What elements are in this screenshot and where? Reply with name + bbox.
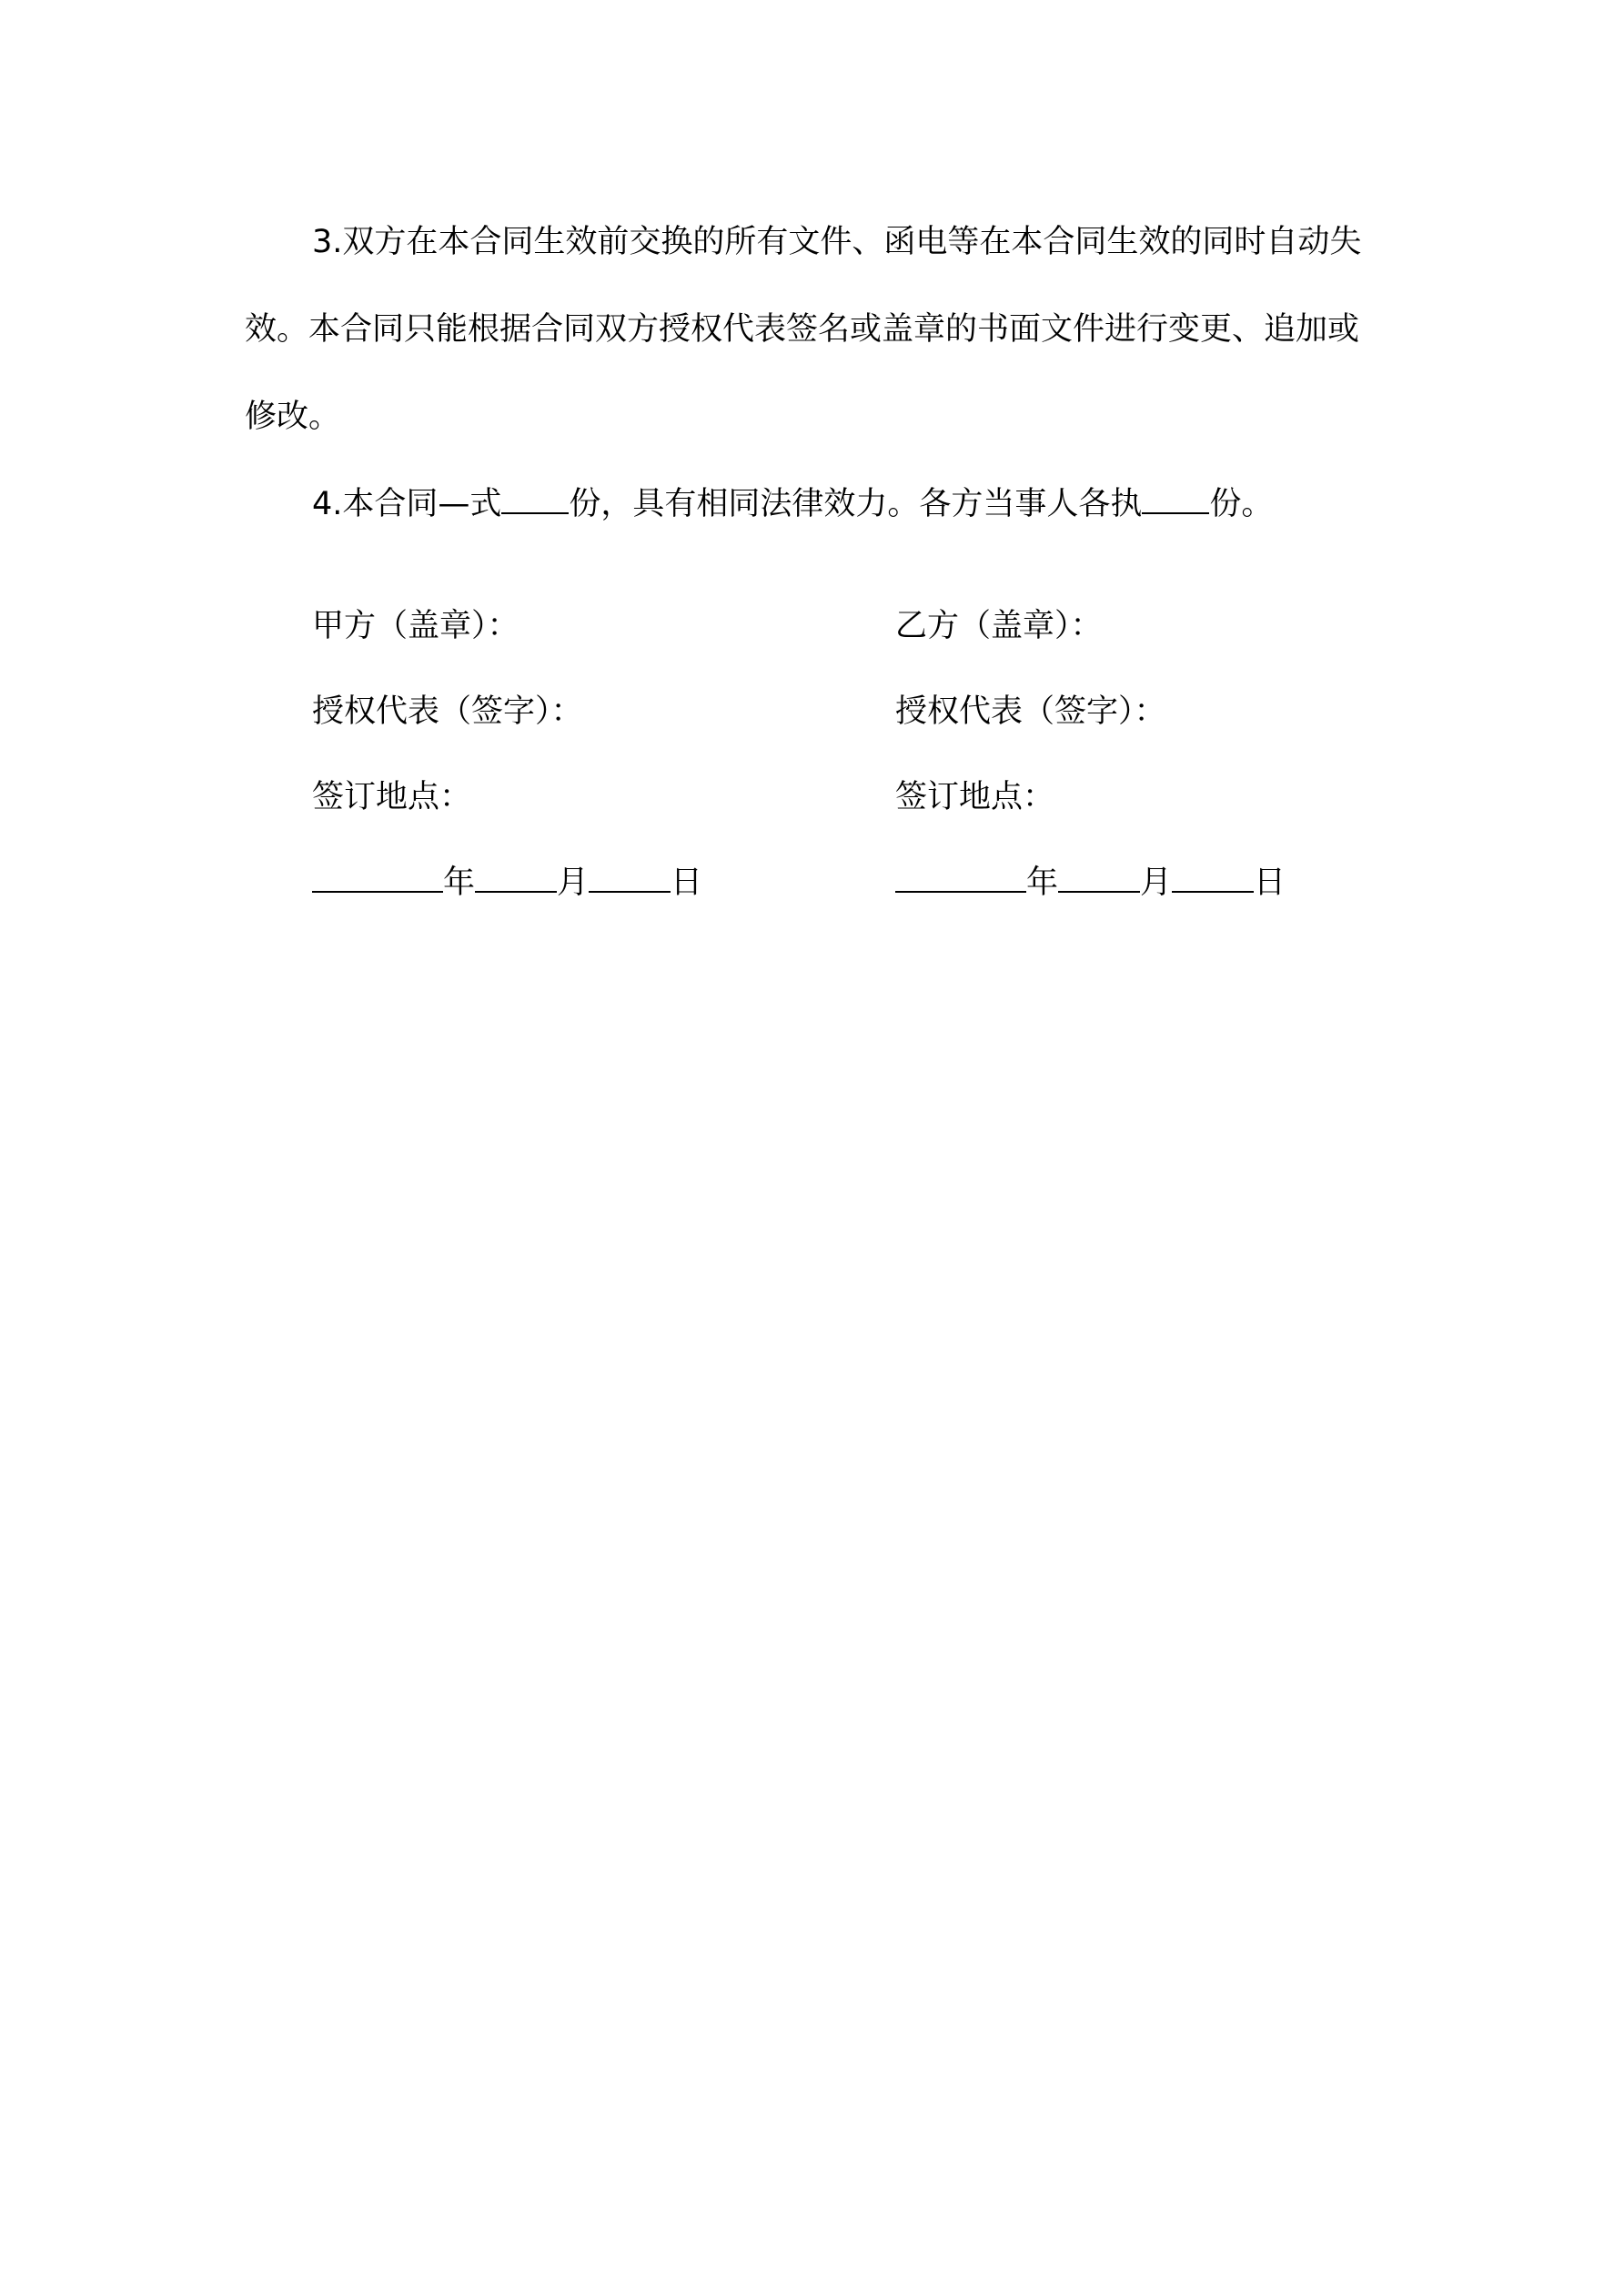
copies-each-blank xyxy=(1142,487,1209,514)
party-b-seal-label: 乙方（盖章）： xyxy=(895,608,1103,644)
clause-4-line xyxy=(245,460,1393,548)
party-b-year-blank xyxy=(895,865,1026,893)
party-a-day-blank xyxy=(589,865,671,893)
party-a-month-label: 月 xyxy=(557,865,590,901)
party-b-day-label: 日 xyxy=(1254,865,1286,901)
party-a-day-label: 日 xyxy=(671,865,703,901)
clause-3-line-2: 效。本合同只能根据合同双方授权代表签名或盖章的书面文件进行变更、追加或 xyxy=(245,311,1360,348)
party-a-year-blank xyxy=(312,865,443,893)
party-b-date-line xyxy=(895,840,1286,925)
clause-4 xyxy=(245,460,1393,548)
clause-4-text-1: 4.本合同—式 xyxy=(312,486,502,522)
clause-3-line-1: 3.双方在本合同生效前交换的所有文件、函电等在本合同生效的同时自动失 xyxy=(312,224,1362,260)
party-a-month-blank xyxy=(475,865,557,893)
party-b-place-label: 签订地点： xyxy=(895,779,1055,815)
clause-3 xyxy=(245,198,1393,460)
copies-total-blank xyxy=(501,487,569,514)
clause-3-line-3: 修改。 xyxy=(245,399,341,435)
party-b-year-label: 年 xyxy=(1026,865,1059,901)
party-a-signature-block xyxy=(312,583,702,925)
party-a-date-line xyxy=(312,840,702,925)
party-b-signature-label: 授权代表（签字）： xyxy=(895,693,1166,730)
clause-4-text-3: 份。 xyxy=(1209,486,1274,522)
party-a-place-label: 签订地点： xyxy=(312,779,472,815)
party-a-signature-label: 授权代表（签字）： xyxy=(312,693,583,730)
party-b-day-blank xyxy=(1172,865,1254,893)
clause-4-text-2: 份，具有相同法律效力。各方当事人各执 xyxy=(569,486,1143,522)
party-b-month-blank xyxy=(1058,865,1140,893)
party-b-month-label: 月 xyxy=(1140,865,1173,901)
party-b-signature-block xyxy=(895,583,1286,925)
party-a-seal-label: 甲方（盖章）： xyxy=(312,608,519,644)
party-a-year-label: 年 xyxy=(443,865,476,901)
